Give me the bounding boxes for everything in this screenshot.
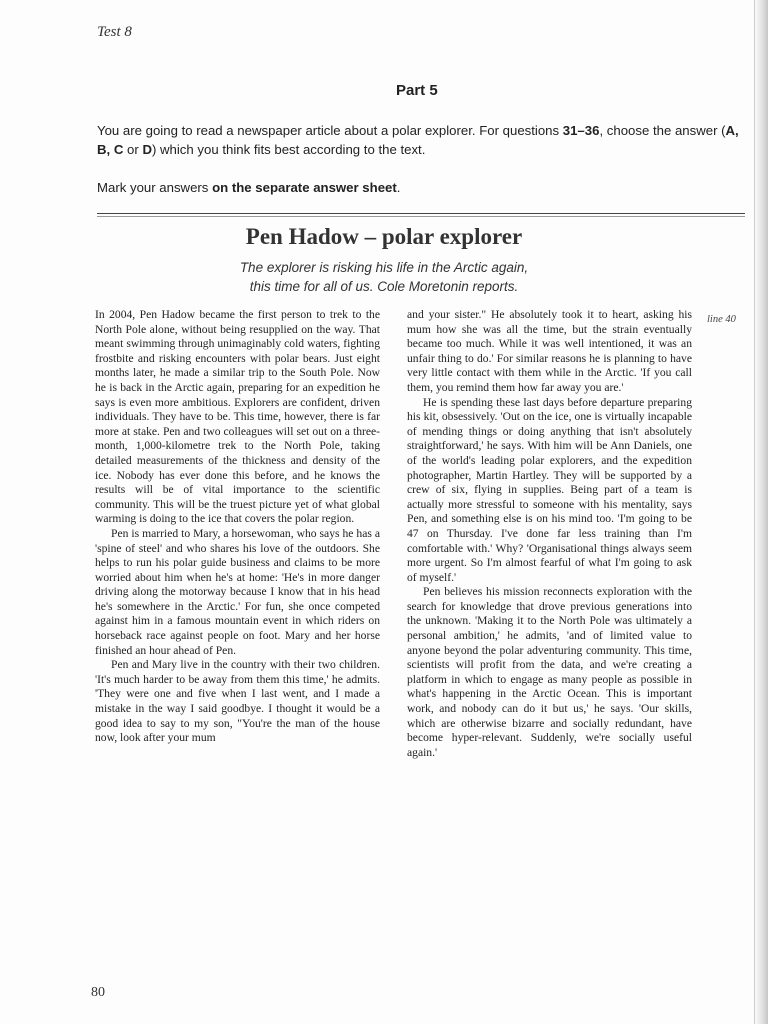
standfirst-line: The explorer is risking his life in the Arctic again,	[239, 260, 529, 275]
article-paragraph: and your sister." He absolutely took it to heart, asking his mum how she was all the time, but the strain eventually became too much. While it was well intentioned, it was an unfair thing to do.' For similar reasons he is planning to have very little contact with them while in the Arctic. 'If you call them, you remind them how far away you are.'	[407, 308, 692, 394]
article-paragraph: Pen believes his mission reconnects exploration with the search for knowledge that drove previous generations into the unknown. 'Making it to the North Pole was ultimately a personal ambition,' he admits, 'and of limited value to anyone beyond the polar adventuring community. This time, scientists will profit from the data, and we're creating a platform in which to engage as many people as possible in what's happening in the Arctic Ocean. This is important work, and nobody can do it but us,' he says. 'Our skills, which are otherwise bizarre and socially redundant, have become hyper-relevant. Suddenly, we're socially useful again.'	[407, 585, 692, 759]
article-paragraph: Pen is married to Mary, a horsewoman, who says he has a 'spine of steel' and who shares his love of the outdoors. She helps to run his polar guide business and claims to be more worried about him when he's at home: 'He's in more danger driving along the motorway because I know that in his head he's somewhere in the Arctic.' For fun, she once competed against him in a famous mountain event in which riders on horseback race against people on foot. Mary and her horse finished an hour ahead of Pen.	[95, 526, 380, 657]
standfirst-line: this time for all of us. Cole Moretonin reports.	[249, 279, 519, 294]
instructions-line	[97, 121, 752, 159]
answer-sheet-emphasis: on the separate answer sheet	[212, 180, 397, 195]
divider-rule	[97, 213, 745, 214]
line-40-marker: line 40	[707, 314, 736, 325]
article-standfirst	[0, 258, 768, 296]
answer-option-d: D	[142, 142, 152, 157]
page-edge-shadow	[754, 0, 768, 1024]
instructions-text: ) which you think fits best according to the text.	[151, 142, 426, 157]
mark-text: Mark your answers	[97, 180, 213, 195]
instructions-text: You are going to read a newspaper article about a polar explorer. For questions	[97, 123, 563, 138]
instructions-text: or	[123, 142, 143, 157]
instructions-text: , choose the answer (	[599, 123, 726, 138]
instructions	[97, 121, 752, 197]
answer-options: A, B, C	[97, 123, 739, 157]
mark-answers-line	[97, 178, 752, 197]
article-paragraph: In 2004, Pen Hadow became the first person to trek to the North Pole alone, without being resupplied on the way. That meant swimming through unimaginably cold waters, fighting frostbite and risking encounters with polar bears. Just eight months later, he made a similar trip to the South Pole. Now he is back in the Arctic again, preparing for an expedition he says is even more ambitious. Explorers are confident, driven individuals. They have to be. This time, however, there is far more at stake. Pen and two colleagues will set out on a three-month, 1,000-kilometre trek to the North Pole, taking detailed measurements of the thickness and density of the ice. Nobody has ever done this before, and he knows the results will be of vital importance to the scientific community. This will be the truest picture yet of what global warming is doing to the ice that covers the polar region.	[95, 308, 380, 526]
questions-range: 31–36	[562, 123, 600, 138]
part-title: Part 5	[396, 82, 438, 99]
test-label: Test 8	[97, 24, 132, 40]
article-column-left	[95, 308, 380, 746]
article-paragraph: Pen and Mary live in the country with their two children. 'It's much harder to be away from them this time,' he admits. 'They were one and five when I last went, and I made a mistake in the way I said goodbye. I thought it would be a good idea to say to my son, "You're the man of the house now, look after your mum	[95, 658, 380, 745]
article-column-right	[407, 308, 692, 760]
divider-rule-secondary	[97, 216, 745, 217]
page-number: 80	[91, 985, 105, 1000]
mark-text: .	[396, 180, 401, 195]
article-paragraph: He is spending these last days before departure preparing his kit, obsessively. 'Out on the ice, one is virtually incapable of mending things or doing anything that isn't absolutely straightforward,' he says. With him will be Ann Daniels, one of the world's leading polar explorers, and the expedition photographer, Martin Hartley. They will be supported by a crew of six, flying in supplies. Being part of a team is actually more stressful to someone with his mentality, says Pen, and something else is on his mind too. 'I'm going to be 47 on Thursday. I've done far less training than I'm comfortable with.' Why? 'Organisational things always seem more urgent. So I'm almost fearful of what I'm going to ask of myself.'	[407, 395, 692, 584]
article-headline: Pen Hadow – polar explorer	[245, 224, 523, 249]
